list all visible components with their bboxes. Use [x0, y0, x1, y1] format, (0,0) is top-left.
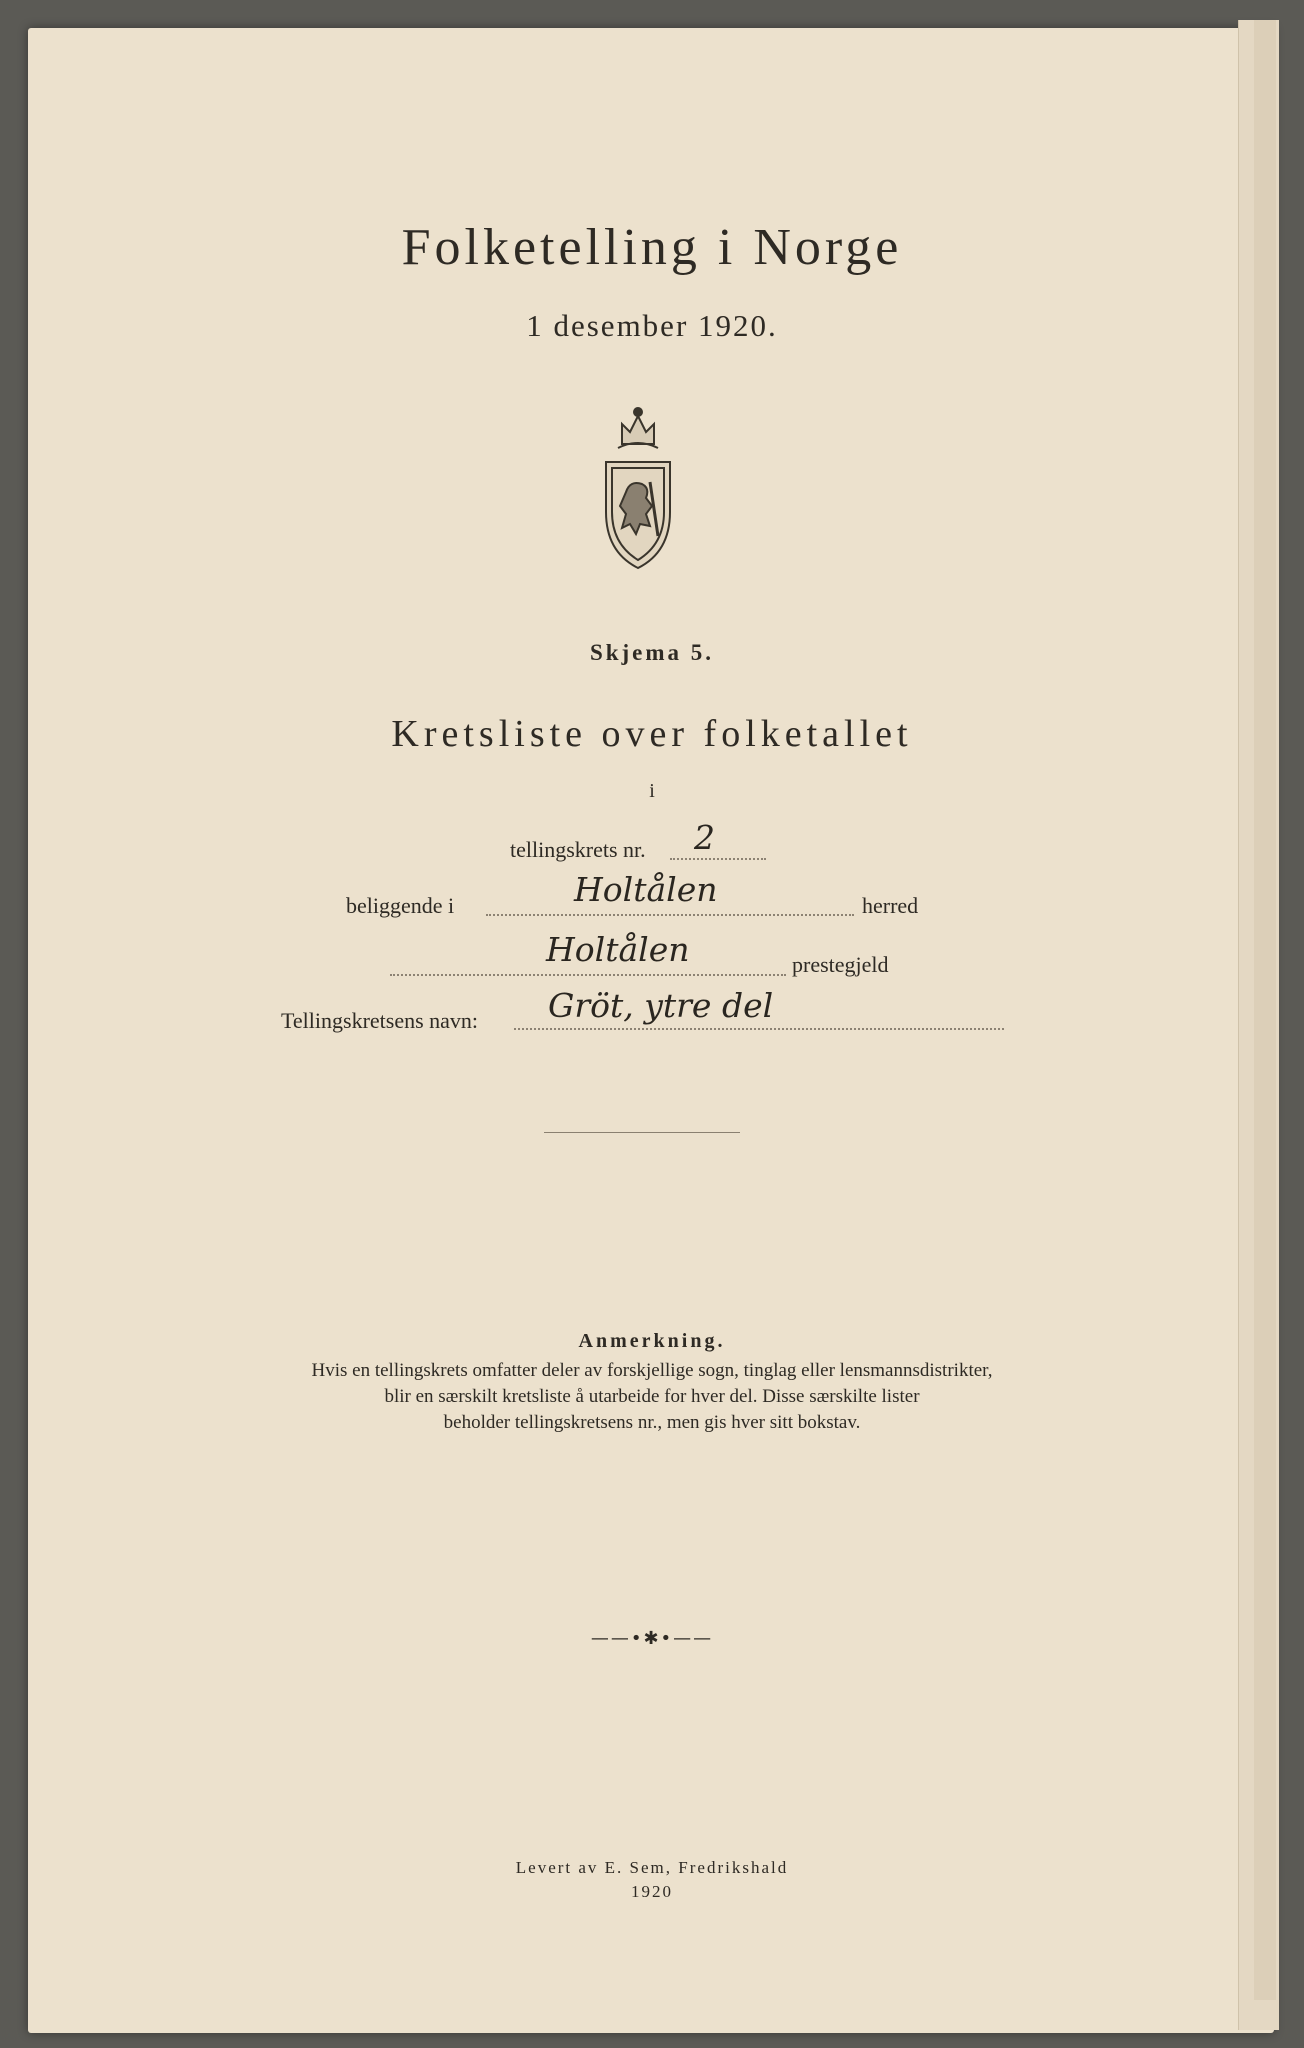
ornament-divider: ——•✱•—— [590, 1628, 714, 1649]
note-line-1: Hvis en tellingskrets omfatter deler av forskjellige sogn, tinglag eller lensmannsdistrikter, [311, 1360, 993, 1381]
prestegjeld-value: Holtålen [546, 930, 690, 969]
navn-value: Gröt, ytre del [548, 986, 774, 1025]
form-subtitle: Kretsliste over folketallet [391, 713, 913, 755]
printer-year: 1920 [631, 1882, 673, 1901]
census-date: 1 desember 1920. [526, 308, 778, 343]
krets-number-value: 2 [694, 818, 715, 857]
schema-label: Skjema 5. [589, 640, 715, 665]
note-heading: Anmerkning. [578, 1330, 726, 1352]
note-line-2: blir en særskilt kretsliste å utarbeide for hver del. Disse særskilte lister [384, 1386, 920, 1407]
herred-value: Holtålen [574, 870, 718, 909]
navn-line [514, 1028, 1004, 1030]
form-title: Folketelling i Norge [401, 219, 903, 276]
beliggende-label: beliggende i [346, 893, 455, 918]
herred-line [486, 914, 854, 916]
coat-of-arms-icon [592, 402, 684, 572]
navn-label: Tellingskretsens navn: [281, 1008, 479, 1033]
note-line-3: beholder tellingskretsens nr., men gis hver sitt bokstav. [443, 1412, 861, 1433]
prestegjeld-label: prestegjeld [792, 952, 889, 977]
prestegjeld-line [390, 974, 786, 976]
herred-label: herred [862, 893, 919, 918]
printer-credit: Levert av E. Sem, Fredrikshald [515, 1858, 789, 1877]
krets-number-line [670, 858, 766, 860]
section-divider [544, 1132, 740, 1133]
preposition-i: i [649, 780, 655, 802]
krets-number-label: tellingskrets nr. [510, 837, 646, 862]
